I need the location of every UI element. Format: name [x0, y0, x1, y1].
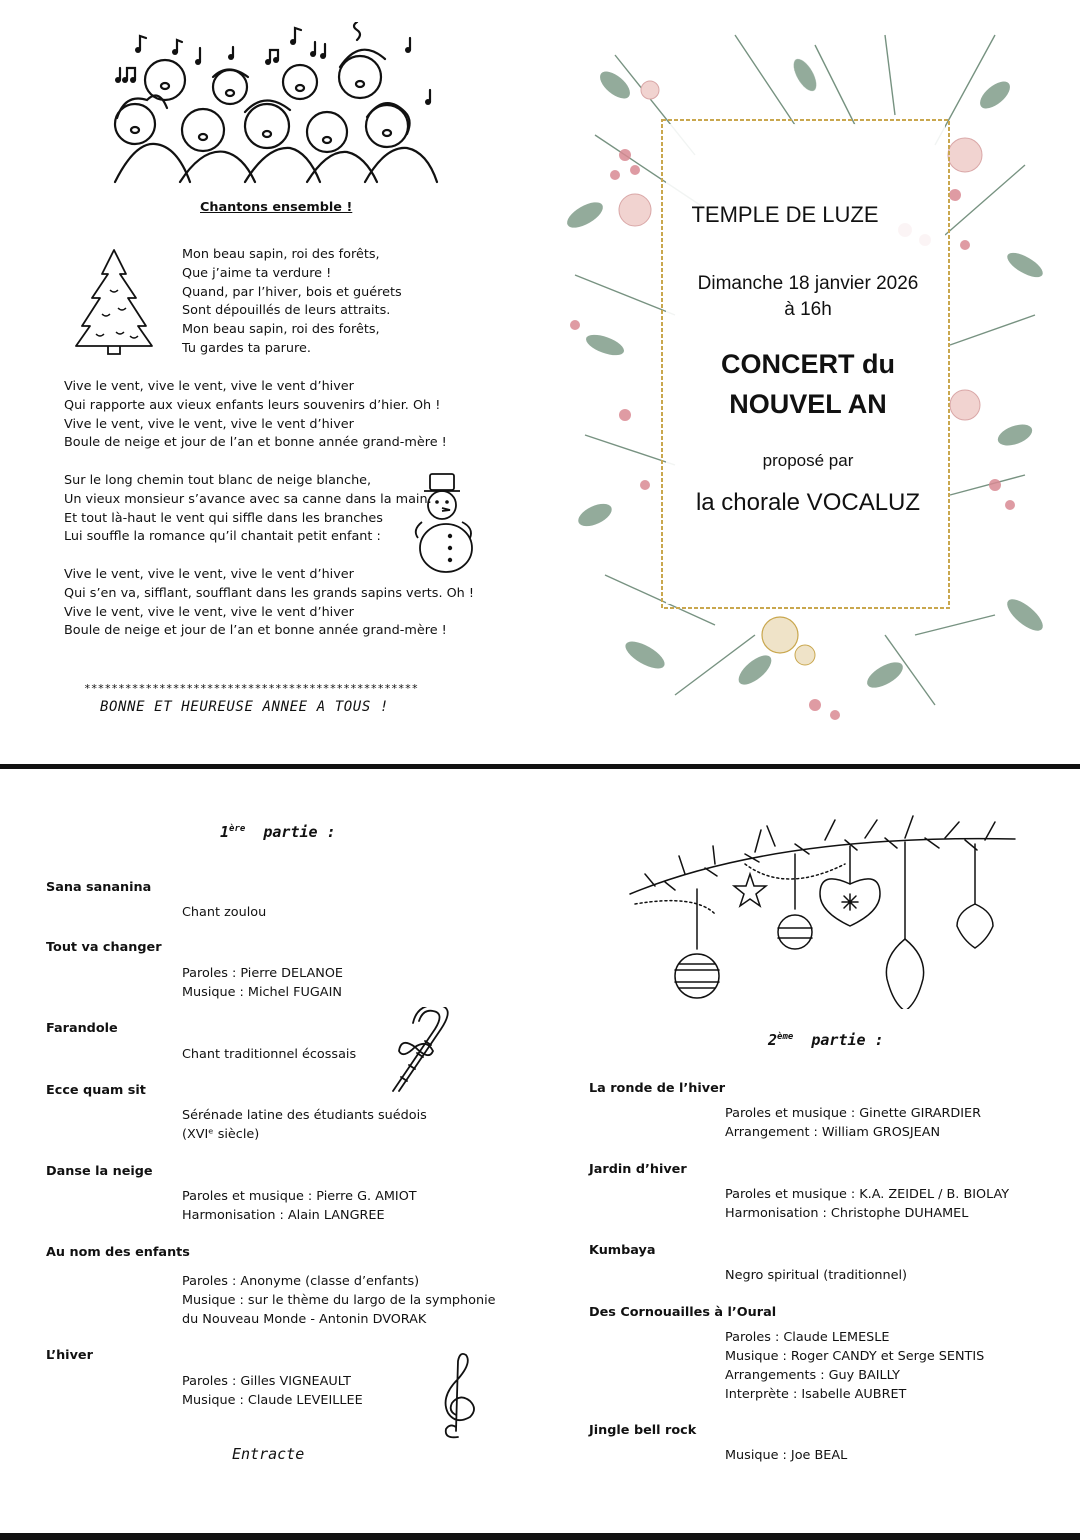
song-details: Paroles : Claude LEMESLE Musique : Roger CANDY et Serge SENTIS Arrangements : Guy BAILLY Interprète : Isabelle AUBRET — [725, 1330, 985, 1402]
candy-cane-icon — [385, 1007, 460, 1095]
song-title: Tout va changer — [46, 940, 162, 955]
song-details: Paroles : Anonyme (classe d’enfants) Musique : sur le thème du largo de la symphonie du Nouveau Monde - Antonin DVORAK — [182, 1274, 496, 1327]
song-title: Danse la neige — [46, 1164, 153, 1179]
song-details: Chant zoulou — [182, 905, 267, 920]
mon-beau-sapin-lyrics: Mon beau sapin, roi des forêts, Que j’aime ta verdure ! Quand, par l’hiver, bois et guérets Sont dépouillés de leurs attraits. Mon beau sapin, roi des forêts, Tu gardes ta parure. — [182, 247, 402, 356]
christmas-tree-icon — [72, 246, 157, 358]
part1-heading: 1ère partie : — [220, 823, 336, 841]
song-title: Jardin d’hiver — [589, 1162, 687, 1177]
snowman-icon — [410, 470, 482, 576]
song-details: Paroles et musique : Ginette GIRARDIER Arrangement : William GROSJEAN — [725, 1106, 982, 1140]
new-year-greeting: BONNE ET HEUREUSE ANNEE A TOUS ! — [100, 699, 389, 715]
program-inside-sheet — [0, 769, 1080, 1531]
song-details: Negro spiritual (traditionnel) — [725, 1268, 908, 1283]
vive-le-vent-verse: Sur le long chemin tout blanc de neige blanche, Un vieux monsieur s’avance avec sa canne dans la main. Et tout là-haut le vent qui siffle dans les branches Lui souffle la romance qu’il chantait petit enfant : — [64, 473, 432, 545]
song-title: L’hiver — [46, 1348, 93, 1363]
song-title: Kumbaya — [589, 1243, 656, 1258]
song-title: Sana sananina — [46, 880, 152, 895]
song-title: Jingle bell rock — [589, 1423, 697, 1438]
song-details: Musique : Joe BEAL — [725, 1448, 848, 1463]
treble-clef-icon — [436, 1351, 478, 1441]
song-details: Sérénade latine des étudiants suédois (XVIᵉ siècle) — [182, 1108, 427, 1142]
concert-title-line1: CONCERT du — [721, 349, 895, 379]
song-title: La ronde de l’hiver — [589, 1081, 726, 1096]
star-separator: ************************************************* — [84, 682, 419, 695]
song-title: Ecce quam sit — [46, 1083, 146, 1098]
song-title: Des Cornouailles à l’Oural — [589, 1305, 777, 1320]
sing-together-title: Chantons ensemble ! — [200, 200, 353, 215]
vive-le-vent-chorus-1: Vive le vent, vive le vent, vive le vent d’hiver Qui rapporte aux vieux enfants leurs souvenirs d’hier. Oh ! Vive le vent, vive le vent, vive le vent d’hiver Boule de neige et jour de l’an et bonne année grand-mère ! — [64, 379, 447, 451]
concert-title-line2: NOUVEL AN — [729, 389, 887, 419]
concert-time: à 16h — [784, 299, 832, 320]
choir-name: la chorale VOCALUZ — [695, 489, 921, 516]
song-title: Farandole — [46, 1021, 118, 1036]
hanging-ornaments-illustration — [625, 794, 1020, 1009]
proposed-by: proposé par — [762, 451, 854, 470]
choir-singers-illustration — [95, 22, 440, 187]
vive-le-vent-chorus-2: Vive le vent, vive le vent, vive le vent d’hiver Qui s’en va, sifflant, soufflant dans les grands sapins verts. Oh ! Vive le vent, vive le vent, vive le vent d’hiver Boule de neige et jour de l’an et bonne année grand-mère ! — [64, 567, 474, 639]
part2-heading: 2ème partie : — [768, 1031, 884, 1049]
song-details: Paroles : Gilles VIGNEAULT Musique : Claude LEVEILLEE — [182, 1374, 363, 1408]
program-cover-sheet — [0, 0, 1080, 765]
song-details: Chant traditionnel écossais — [182, 1047, 357, 1062]
song-details: Paroles : Pierre DELANOE Musique : Michel FUGAIN — [182, 966, 344, 1000]
venue: TEMPLE DE LUZE — [691, 202, 879, 227]
concert-date: Dimanche 18 janvier 2026 — [697, 273, 919, 294]
bottom-edge-bar — [0, 1533, 1080, 1540]
song-details: Paroles et musique : K.A. ZEIDEL / B. BIOLAY Harmonisation : Christophe DUHAMEL — [725, 1187, 1010, 1221]
intermission: Entracte — [232, 1445, 305, 1463]
song-title: Au nom des enfants — [46, 1245, 190, 1260]
song-details: Paroles et musique : Pierre G. AMIOT Harmonisation : Alain LANGREE — [182, 1189, 417, 1223]
